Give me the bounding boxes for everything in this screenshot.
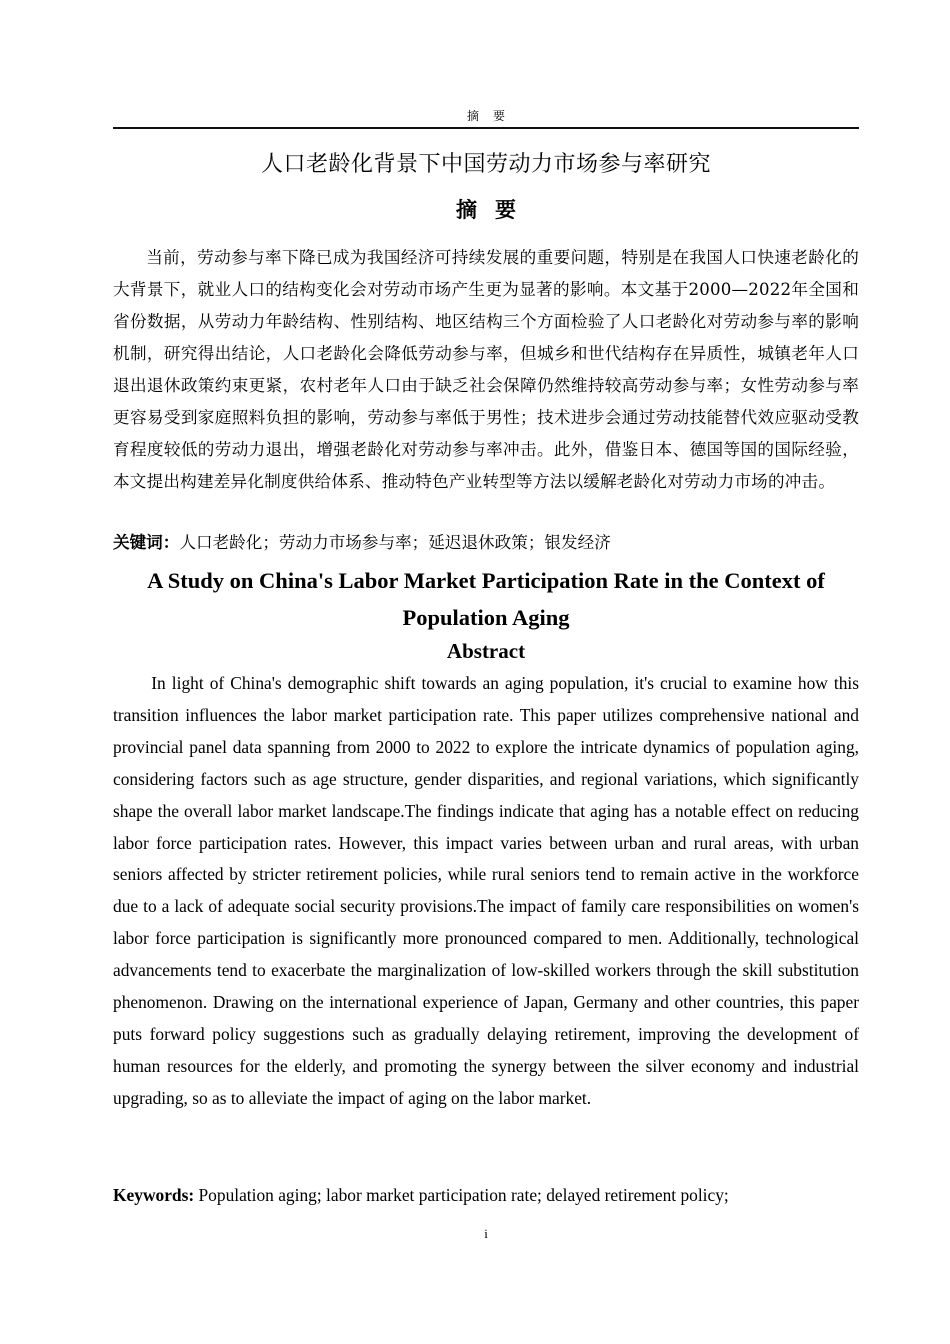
chinese-keywords: [113, 527, 859, 559]
english-abstract-body: In light of China's demographic shift towards an aging population, it's crucial to examine how this transition influences the labor market participation rate. This paper utilizes comprehensive national and provincial panel data spanning from 2000 to 2022 to explore the intricate dynamics of population aging, considering factors such as age structure, gender disparities, and regional variations, which significantly shape the overall labor market landscape.The findings indicate that aging has a notable effect on reducing labor force participation rates. However, this impact varies between urban and rural areas, with urban seniors affected by stricter retirement policies, while rural seniors tend to remain active in the workforce due to a lack of adequate social security provisions.The impact of family care responsibilities on women's labor force participation is significantly more pronounced compared to men. Additionally, technological advancements tend to exacerbate the marginalization of low-skilled workers through the skill substitution phenomenon. Drawing on the international experience of Japan, Germany and other countries, this paper puts forward policy suggestions such as gradually delaying retirement, improving the development of human resources for the elderly, and promoting the synergy between the silver economy and industrial upgrading, so as to alleviate the impact of aging on the labor market.: [113, 673, 859, 1108]
header-rule: [113, 127, 859, 129]
english-keywords: [113, 1179, 859, 1211]
chinese-keywords-label: 关键词：: [113, 533, 180, 552]
chinese-keywords-list: 人口老龄化；劳动力市场参与率；延迟退休政策；银发经济: [179, 533, 611, 552]
chinese-abstract-heading: 摘要: [456, 198, 534, 222]
english-abstract-heading: Abstract: [446, 639, 526, 663]
english-keywords-list: Population aging; labor market participation rate; delayed retirement policy;: [194, 1185, 729, 1205]
running-header: 摘要: [466, 109, 519, 123]
chinese-title: 人口老龄化背景下中国劳动力市场参与率研究: [260, 152, 711, 177]
english-title: A Study on China's Labor Market Participation Rate in the Context of Population Aging: [147, 568, 825, 630]
page-number: i: [484, 1226, 488, 1241]
english-keywords-label: Keywords:: [113, 1185, 195, 1205]
chinese-abstract-body: 当前，劳动参与率下降已成为我国经济可持续发展的重要问题，特别是在我国人口快速老龄化的大背景下，就业人口的结构变化会对劳动市场产生更为显著的影响。本文基于2000—2022年全国和省份数据，从劳动力年龄结构、性别结构、地区结构三个方面检验了人口老龄化对劳动参与率的影响机制，研究得出结论，人口老龄化会降低劳动参与率，但城乡和世代结构存在异质性，城镇老年人口退出退休政策约束更紧，农村老年人口由于缺乏社会保障仍然维持较高劳动参与率；女性劳动参与率更容易受到家庭照料负担的影响，劳动参与率低于男性；技术进步会通过劳动技能替代效应驱动受教育程度较低的劳动力退出，增强老龄化对劳动参与率冲击。此外，借鉴日本、德国等国的国际经验，本文提出构建差异化制度供给体系、推动特色产业转型等方法以缓解老龄化对劳动力市场的冲击。: [113, 248, 859, 491]
